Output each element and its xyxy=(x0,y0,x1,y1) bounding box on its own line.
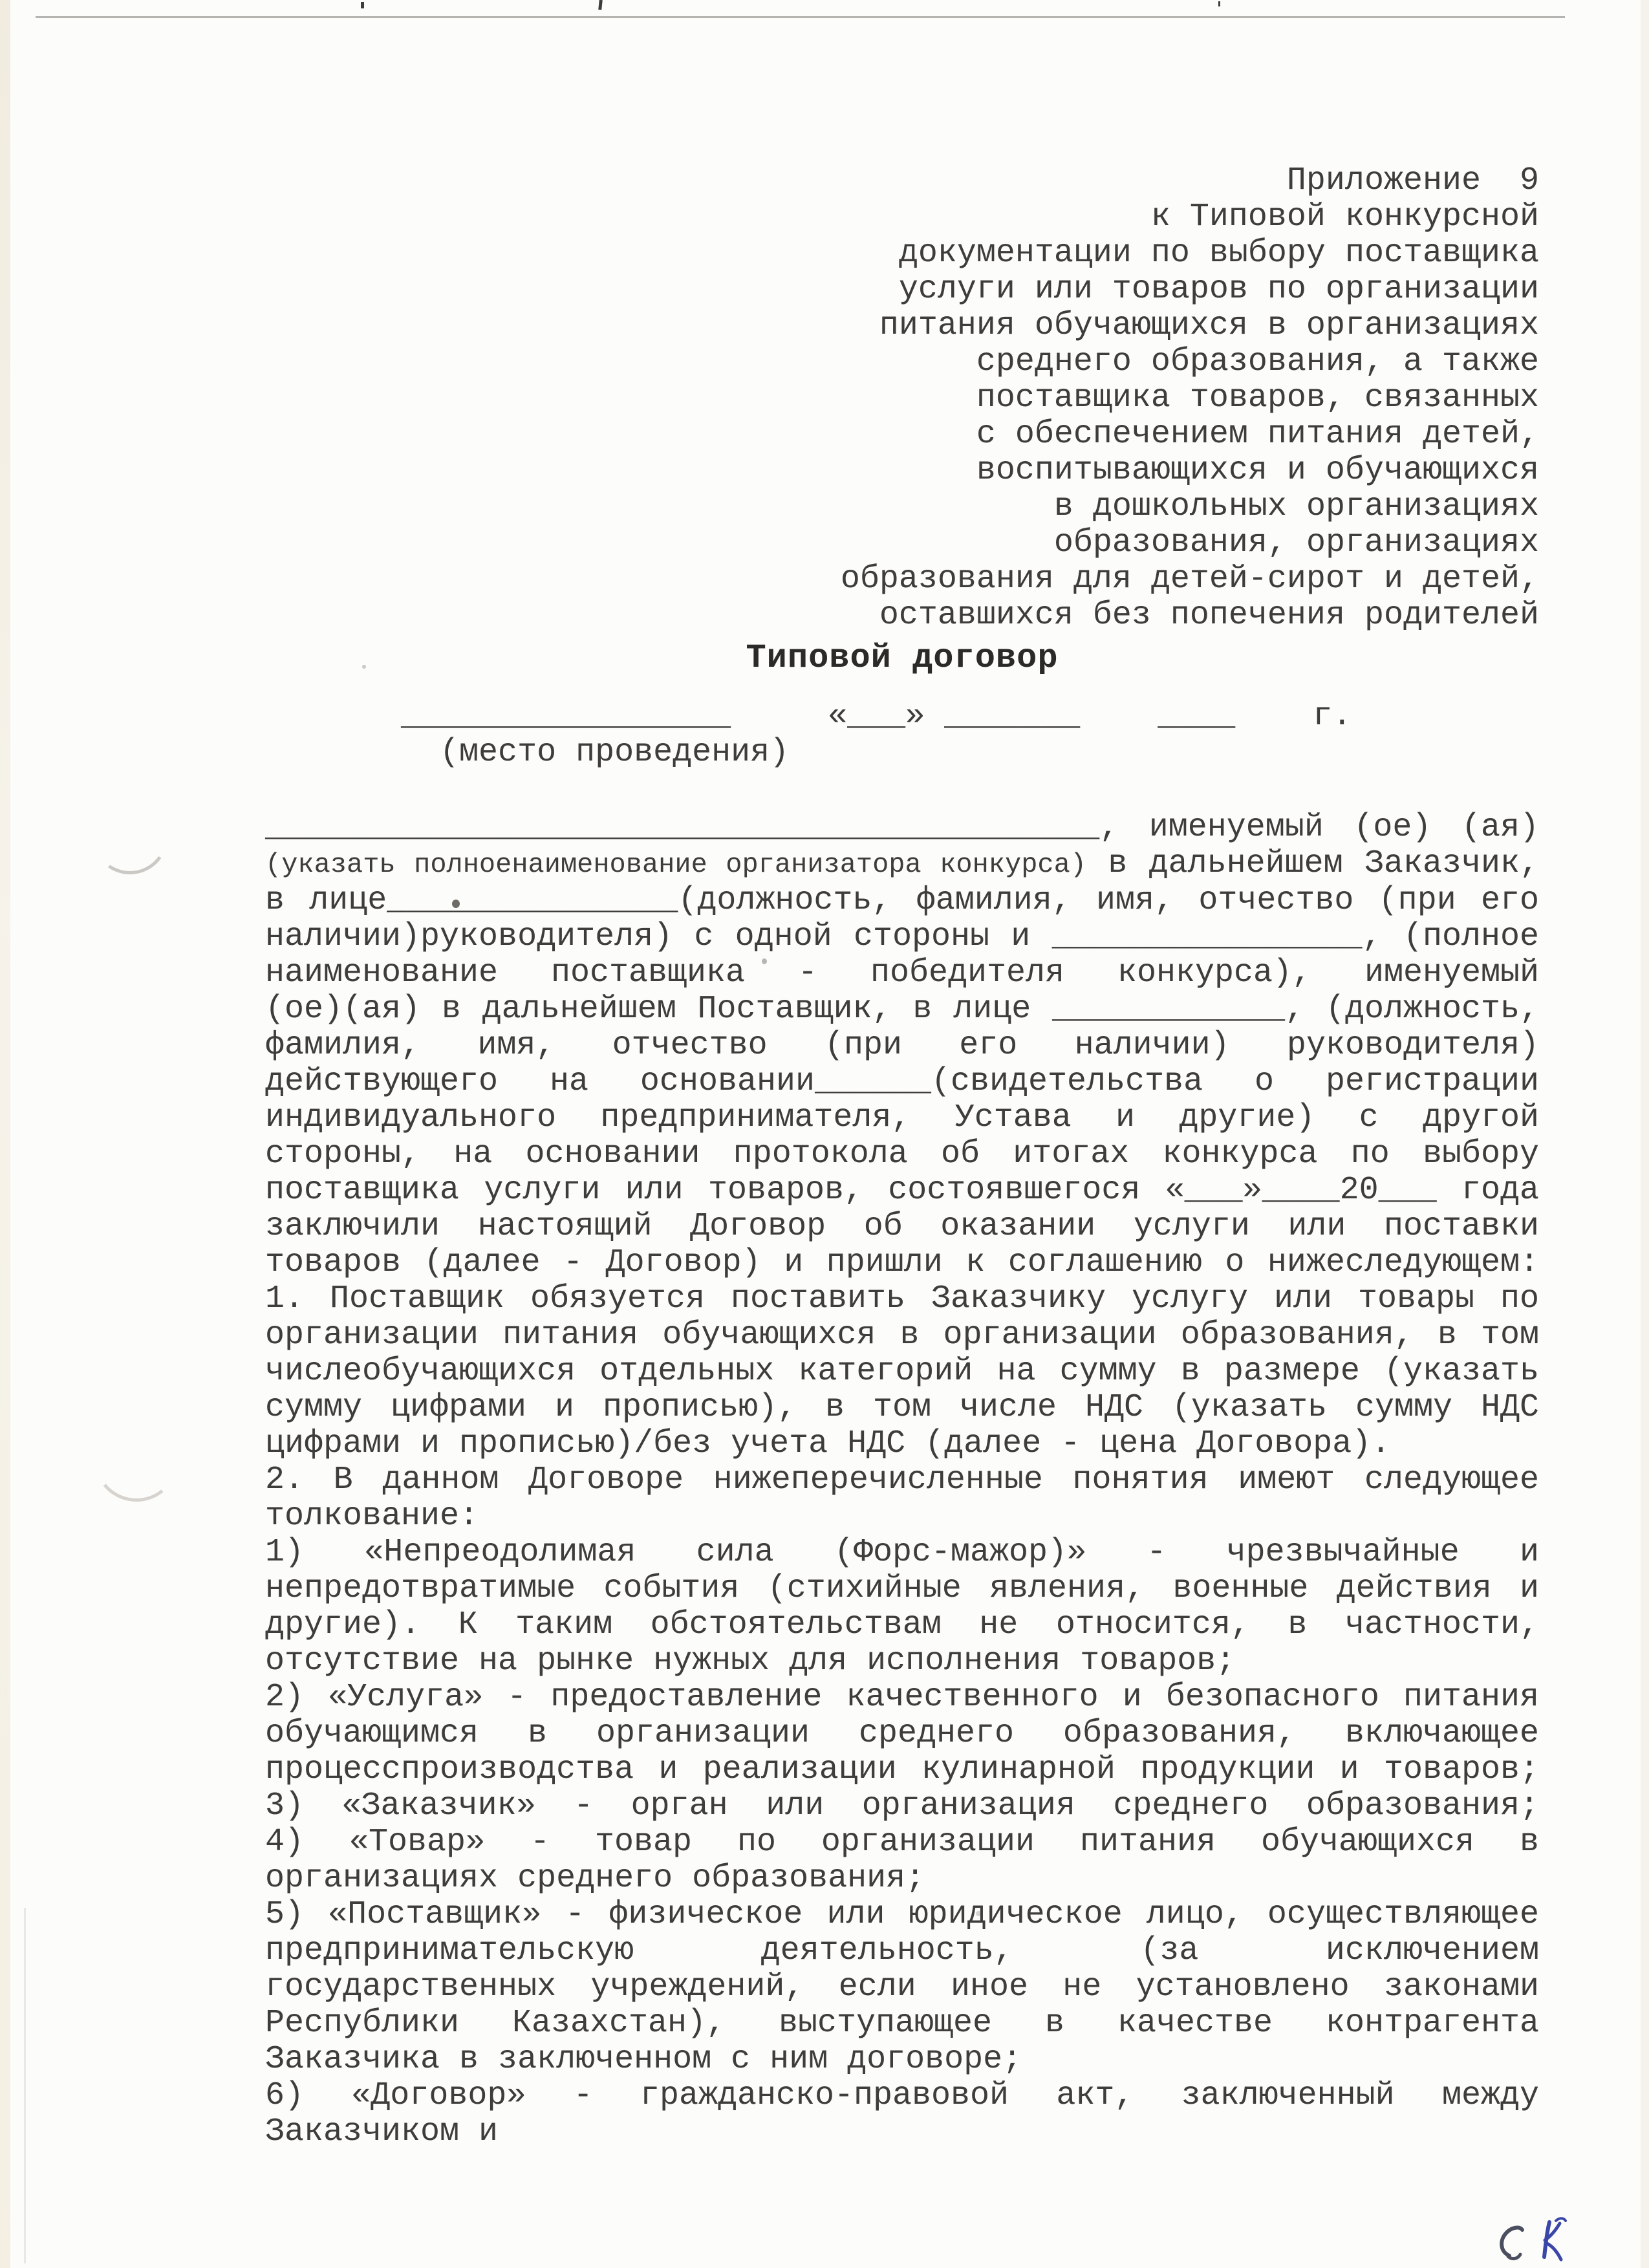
appendix-line: среднего образования, а также xyxy=(976,343,1539,380)
appendix-header xyxy=(265,163,1539,634)
body-line: цифрами и прописью)/без учета НДС (далее - цена Договора). xyxy=(265,1425,1391,1462)
body-line: заключили настоящий Договор об оказании услуги или поставки xyxy=(265,1208,1539,1245)
body-line: другие). К таким обстоятельствам не относится, в частности, xyxy=(265,1606,1539,1643)
body-line: Республики Казахстан), выступающее в качестве контрагента xyxy=(265,2005,1539,2042)
body-line: процесспроизводства и реализации кулинарной продукции и товаров; xyxy=(265,1751,1539,1788)
body-line: обучающимся в организации среднего образования, включающее xyxy=(265,1715,1539,1752)
body-line: ___________________________________________, именуемый (ое) (ая) xyxy=(265,809,1539,846)
body-line: 6) «Договор» - гражданско-правовой акт, заключенный между xyxy=(265,2077,1539,2114)
body-line: толкование: xyxy=(265,1498,479,1535)
contract-body xyxy=(265,810,1539,2150)
body-line: индивидуального предпринимателя, Устава и другие) с другой xyxy=(265,1099,1539,1136)
body-line: 5) «Поставщик» - физическое или юридическое лицо, осуществляющее xyxy=(265,1896,1539,1933)
handwritten-pen-mark-icon xyxy=(1487,2210,1584,2268)
body-line: числеобучающихся отдельных категорий на сумму в размере (указать xyxy=(265,1353,1539,1390)
body-line: предпринимательскую деятельность, (за исключением xyxy=(265,1932,1539,1969)
body-line: наличии)руководителя) с одной стороны и ________________, (полное xyxy=(265,918,1539,955)
hole-punch-mark xyxy=(86,792,175,881)
appendix-line: услуги или товаров по организации xyxy=(898,271,1539,308)
organizer-caption-rest: в дальнейшем Заказчик, xyxy=(1108,845,1539,882)
appendix-line: поставщика товаров, связанных xyxy=(976,380,1539,416)
appendix-line: питания обучающихся в организациях xyxy=(879,307,1539,344)
body-line: организациях среднего образования; xyxy=(265,1860,925,1897)
organizer-caption-small: (указать полноенаименование организатора конкурса) xyxy=(265,849,1087,880)
body-line: 4) «Товар» - товар по организации питания обучающихся в xyxy=(265,1824,1539,1861)
body-line: 2) «Услуга» - предоставление качественного и безопасного питания xyxy=(265,1679,1539,1716)
body-line: (ое)(ая) в дальнейшем Поставщик, в лице ____________, (должность, xyxy=(265,991,1539,1028)
body-line: 1. Поставщик обязуется поставить Заказчику услугу или товары по xyxy=(265,1280,1539,1317)
body-line: сумму цифрами и прописью), в том числе НДС (указать сумму НДС xyxy=(265,1389,1539,1426)
body-line: организации питания обучающихся в организации образования, в том xyxy=(265,1317,1539,1354)
appendix-line: с обеспечением питания детей, xyxy=(976,416,1539,453)
body-line: действующего на основании______(свидетельства о регистрации xyxy=(265,1063,1539,1100)
hole-punch-mark xyxy=(89,1412,183,1506)
appendix-line: образования для детей-сирот и детей, xyxy=(840,561,1539,598)
appendix-line: воспитывающихся и обучающихся xyxy=(976,452,1539,489)
body-line: стороны, на основании протокола об итогах конкурса по выбору xyxy=(265,1136,1539,1172)
body-line: поставщика услуги или товаров, состоявшегося «___»____20___ года xyxy=(265,1172,1539,1209)
body-line: непредотвратимые события (стихийные явления, военные действия и xyxy=(265,1570,1539,1607)
body-line: 3) «Заказчик» - орган или организация среднего образования; xyxy=(265,1787,1539,1824)
date-blank-line: _________________ «___» _______ ____ г. xyxy=(265,698,1352,735)
place-caption: (место проведения) xyxy=(265,734,790,771)
body-line: 2. В данном Договоре нижеперечисленные понятия имеют следующее xyxy=(265,1462,1539,1498)
body-line: наименование поставщика - победителя конкурса), именуемый xyxy=(265,955,1539,991)
document-title: Типовой договор xyxy=(746,639,1059,677)
body-line: товаров (далее - Договор) и пришли к соглашению о нижеследующем: xyxy=(265,1244,1539,1281)
body-line: государственных учреждений, если иное не установлено законами xyxy=(265,1969,1539,2005)
appendix-line: к Типовой конкурсной xyxy=(1150,199,1539,235)
body-line: 1) «Непреодолимая сила (Форс-мажор)» - чрезвычайные и xyxy=(265,1534,1539,1571)
scan-edge-left xyxy=(0,0,10,2268)
document-content xyxy=(265,0,1539,2150)
body-line: Заказчиком и xyxy=(265,2113,499,2150)
appendix-line: оставшихся без попечения родителей xyxy=(879,597,1539,634)
body-line: в лице_______________(должность, фамилия, имя, отчество (при его xyxy=(265,882,1539,919)
scan-edge-right xyxy=(1641,0,1649,2268)
body-line: фамилия, имя, отчество (при его наличии) руководителя) xyxy=(265,1027,1539,1064)
body-line-organizer-caption xyxy=(265,846,1539,883)
body-line: отсутствие на рынке нужных для исполнения товаров; xyxy=(265,1643,1236,1679)
scan-edge-streak xyxy=(24,1908,26,2263)
body-line: Заказчика в заключенном с ним договоре; xyxy=(265,2041,1022,2078)
appendix-line: Приложение 9 xyxy=(1286,162,1539,199)
appendix-line: документации по выбору поставщика xyxy=(898,235,1539,272)
appendix-line: образования, организациях xyxy=(1053,524,1539,561)
appendix-line: в дошкольных организациях xyxy=(1053,488,1539,525)
